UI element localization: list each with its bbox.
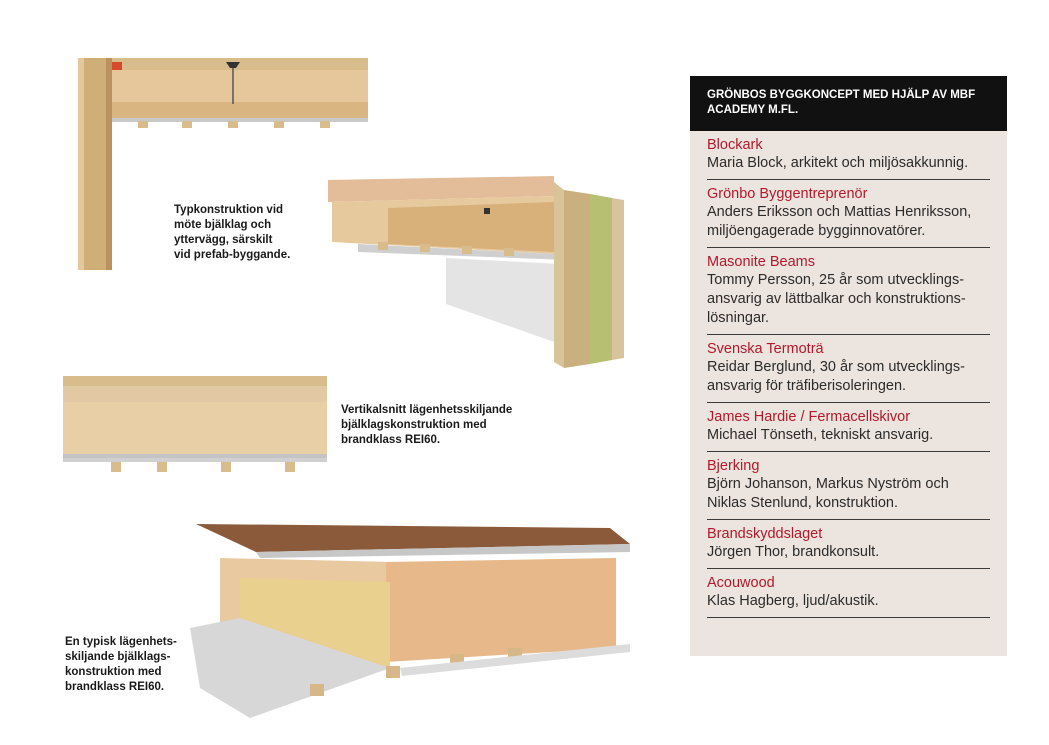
figure-1-caption: Typkonstruktion vid möte bjälklag och yttervägg, särskilt vid prefab-byggande. — [174, 204, 291, 261]
vertical-section-illustration — [63, 376, 327, 480]
credit-people: Michael Tönseth, tekniskt ansvarig. — [707, 427, 934, 443]
credit-people: Reidar Berglund, 30 år som utvecklings- ansvarig för träfiberisoleringen. — [707, 359, 965, 394]
credit-company: Grönbo Byggentreprenör — [707, 186, 868, 202]
credit-company: James Hardie / Fermacellskivor — [707, 409, 911, 425]
credits-sidebar — [690, 76, 1007, 656]
credit-company: Bjerking — [707, 458, 760, 474]
credit-item — [707, 131, 990, 180]
figure-2-caption: Vertikalsnitt lägenhetsskiljande bjälklagskonstruktion med brandklass REI60. — [341, 404, 513, 446]
credit-item — [707, 335, 990, 403]
credit-item — [707, 180, 990, 248]
credit-people: Jörgen Thor, brandkonsult. — [707, 544, 880, 560]
credit-company: Masonite Beams — [707, 254, 815, 270]
credit-people: Björn Johanson, Markus Nyström och Niklas Stenlund, konstruktion. — [707, 476, 949, 511]
credit-item — [707, 248, 990, 335]
credit-people: Maria Block, arkitekt och miljösakkunnig. — [707, 155, 969, 171]
figure-3-caption: En typisk lägenhets- skiljande bjälklags- konstruktion med brandklass REI60. — [65, 636, 177, 693]
sidebar-title: GRÖNBOS BYGGKONCEPT MED HJÄLP AV MBF ACADEMY M.FL. — [690, 76, 1007, 131]
credit-people: Anders Eriksson och Mattias Henriksson, miljöengagerade bygginnovatörer. — [707, 204, 972, 239]
credit-company: Acouwood — [707, 575, 775, 591]
credits-list — [690, 131, 990, 618]
credit-item — [707, 452, 990, 520]
credit-item — [707, 520, 990, 569]
credit-company: Blockark — [707, 137, 763, 153]
credit-item — [707, 403, 990, 452]
credit-company: Brandskyddslaget — [707, 526, 823, 542]
corner-junction-3d-illustration — [328, 172, 640, 368]
floor-slab-3d-illustration — [190, 518, 636, 718]
credit-people: Tommy Persson, 25 år som utvecklings- ansvarig av lättbalkar och konstruktions- lösningar. — [707, 272, 966, 326]
credit-item — [707, 569, 990, 618]
credit-people: Klas Hagberg, ljud/akustik. — [707, 593, 879, 609]
credit-company: Svenska Termoträ — [707, 341, 824, 357]
